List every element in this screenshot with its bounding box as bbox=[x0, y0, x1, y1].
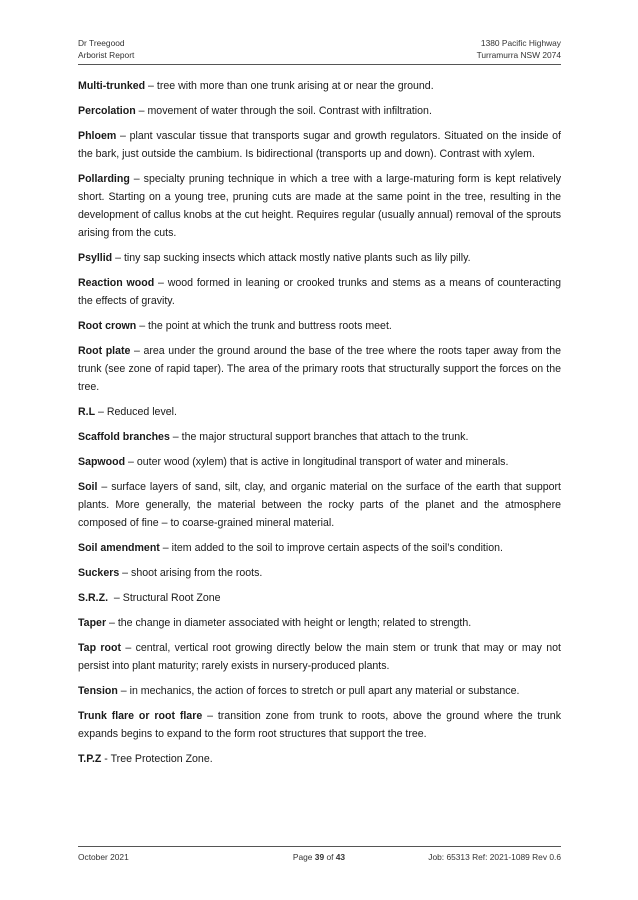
glossary-definition: surface layers of sand, silt, clay, and organic material on the surface of the earth that support plants. More generally, the material between the rocky parts of the planet and the atmosphere composed of fine – to coarse-grained mineral material. bbox=[78, 481, 561, 529]
glossary-separator: – bbox=[97, 481, 112, 493]
glossary-definition: the major structural support branches that attach to the trunk. bbox=[181, 431, 469, 443]
glossary-entry bbox=[78, 453, 561, 471]
glossary-definition: outer wood (xylem) that is active in longitudinal transport of water and minerals. bbox=[136, 456, 509, 468]
glossary-term: Pollarding bbox=[78, 173, 130, 185]
glossary-definition: transition zone from trunk to roots, above the ground where the trunk expands begins to expand to the form root structures that support the tree. bbox=[78, 710, 561, 740]
glossary-term: Soil bbox=[78, 481, 98, 493]
glossary-definition: Reduced level. bbox=[106, 406, 177, 418]
glossary-term: Phloem bbox=[78, 130, 117, 142]
glossary-definition: in mechanics, the action of forces to stretch or pull apart any material or substance. bbox=[129, 685, 520, 697]
glossary-term: Root plate bbox=[78, 345, 131, 357]
glossary-term: Reaction wood bbox=[78, 277, 155, 289]
glossary-entry bbox=[78, 539, 561, 557]
glossary-separator: – bbox=[116, 130, 130, 142]
glossary-definition: tree with more than one trunk arising at or near the ground. bbox=[156, 80, 434, 92]
glossary-entry bbox=[78, 589, 561, 607]
glossary-entry bbox=[78, 403, 561, 421]
glossary-entry bbox=[78, 639, 561, 675]
glossary-definition: plant vascular tissue that transports sugar and growth regulators. Situated on the inside of the bark, just outside the cambium. Is bidirectional (transports up and down). Contrast with xylem. bbox=[78, 130, 561, 160]
glossary-separator: – bbox=[135, 105, 148, 117]
glossary-entry bbox=[78, 707, 561, 743]
header-address-suburb: Turramurra NSW 2074 bbox=[476, 49, 561, 60]
glossary-definition: wood formed in leaning or crooked trunks and stems as a means of counteracting the effects of gravity. bbox=[78, 277, 562, 307]
glossary-entry bbox=[78, 102, 561, 120]
header-report-type: Arborist Report bbox=[78, 49, 135, 60]
glossary-term: Tap root bbox=[78, 642, 121, 654]
header-author: Dr Treegood bbox=[78, 38, 125, 48]
glossary-entry bbox=[78, 750, 561, 768]
page-of: of bbox=[324, 852, 336, 862]
footer-divider bbox=[78, 846, 561, 847]
glossary-separator: - bbox=[101, 753, 111, 765]
glossary-term: Soil amendment bbox=[78, 542, 160, 554]
glossary-entry bbox=[78, 478, 561, 532]
glossary-separator: – bbox=[154, 277, 168, 289]
glossary-separator: – bbox=[119, 567, 132, 579]
glossary-separator: – bbox=[120, 642, 136, 654]
glossary-separator: – bbox=[112, 252, 124, 264]
glossary-definition: Structural Root Zone bbox=[122, 592, 221, 604]
glossary-definition: central, vertical root growing directly below the main stem or trunk that may or may not persist into plant maturity; rarely exists in nursery-produced plants. bbox=[78, 642, 561, 672]
glossary-term: Multi-trunked bbox=[78, 80, 146, 92]
glossary-term: Percolation bbox=[78, 105, 136, 117]
glossary-separator: – bbox=[202, 710, 218, 722]
glossary-list bbox=[78, 77, 561, 775]
glossary-separator: – bbox=[136, 320, 149, 332]
glossary-definition: the change in diameter associated with height or length; related to strength. bbox=[117, 617, 472, 629]
glossary-definition: specialty pruning technique in which a tree with a large-maturing form is kept relatively short. Starting on a young tree, pruning cuts are made at the same point in the tree, resulting in the development of callus knobs at the cut height. Requires regular (usually annual) removal of the sprouts arising from the cuts. bbox=[78, 173, 561, 239]
header-left bbox=[78, 38, 134, 61]
glossary-entry bbox=[78, 428, 561, 446]
glossary-entry bbox=[78, 170, 561, 242]
glossary-entry bbox=[78, 77, 561, 95]
footer-job-reference: Job: 65313 Ref: 2021-1089 Rev 0.6 bbox=[428, 852, 561, 862]
glossary-definition: shoot arising from the roots. bbox=[131, 567, 263, 579]
glossary-entry bbox=[78, 342, 561, 396]
glossary-definition: the point at which the trunk and buttress roots meet. bbox=[148, 320, 392, 332]
glossary-separator: – bbox=[129, 173, 144, 185]
glossary-entry bbox=[78, 614, 561, 632]
glossary-separator: – bbox=[159, 542, 172, 554]
glossary-term: Suckers bbox=[78, 567, 120, 579]
page-prefix: Page bbox=[292, 852, 315, 862]
footer-date: October 2021 bbox=[78, 852, 129, 862]
glossary-definition: item added to the soil to improve certain aspects of the soil’s condition. bbox=[171, 542, 503, 554]
glossary-entry bbox=[78, 249, 561, 267]
glossary-definition: Tree Protection Zone. bbox=[110, 753, 213, 765]
glossary-term: Psyllid bbox=[78, 252, 113, 264]
glossary-term: R.L bbox=[78, 406, 96, 418]
glossary-entry bbox=[78, 127, 561, 163]
page-total: 43 bbox=[335, 852, 346, 862]
glossary-separator: – bbox=[125, 456, 137, 468]
glossary-entry bbox=[78, 317, 561, 335]
glossary-entry bbox=[78, 564, 561, 582]
glossary-term: Trunk flare or root flare bbox=[78, 710, 203, 722]
glossary-term: Sapwood bbox=[78, 456, 126, 468]
header-right bbox=[477, 38, 561, 61]
glossary-separator: – bbox=[169, 431, 182, 443]
header-address-street: 1380 Pacific Highway bbox=[480, 38, 561, 48]
glossary-separator: – bbox=[95, 406, 107, 418]
glossary-separator: – bbox=[130, 345, 144, 357]
glossary-separator: – bbox=[117, 685, 130, 697]
glossary-term: S.R.Z. bbox=[78, 592, 109, 604]
header-divider bbox=[78, 64, 561, 65]
glossary-definition: area under the ground around the base of the tree where the roots taper away from the trunk (see zone of rapid taper). The area of the primary roots that structurally support the forces on the tree. bbox=[78, 345, 561, 393]
glossary-term: Root crown bbox=[78, 320, 137, 332]
glossary-entry bbox=[78, 274, 561, 310]
glossary-separator: – bbox=[108, 592, 123, 604]
glossary-separator: – bbox=[145, 80, 157, 92]
glossary-term: Tension bbox=[78, 685, 118, 697]
glossary-term: Scaffold branches bbox=[78, 431, 170, 443]
glossary-definition: movement of water through the soil. Contrast with infiltration. bbox=[147, 105, 432, 117]
glossary-term: T.P.Z bbox=[78, 753, 102, 765]
page-current: 39 bbox=[314, 852, 325, 862]
glossary-term: Taper bbox=[78, 617, 107, 629]
glossary-entry bbox=[78, 682, 561, 700]
glossary-definition: tiny sap sucking insects which attack mostly native plants such as lily pilly. bbox=[123, 252, 471, 264]
glossary-separator: – bbox=[106, 617, 118, 629]
